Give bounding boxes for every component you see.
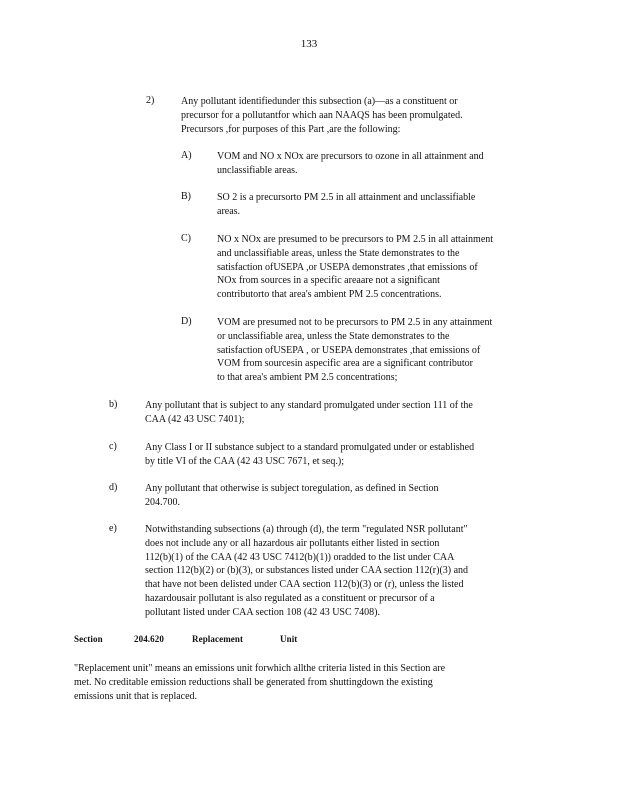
item-d-label: d) xyxy=(109,482,118,493)
line: emissions unit that is replaced. xyxy=(74,690,198,702)
page-number: 133 xyxy=(300,38,318,50)
item-d-text xyxy=(145,482,537,510)
line: VOM are presumed not to be precursors to PM 2.5 in any attainment xyxy=(217,317,493,328)
line: precursor for a pollutantfor which aan NAAQS has been promulgated. xyxy=(181,109,463,121)
sub-c-text xyxy=(217,233,535,302)
item-2-text xyxy=(181,95,508,136)
line: unclassifiable areas. xyxy=(217,164,298,176)
item-e-text xyxy=(145,523,537,620)
line: and unclassifiable areas, unless the State demonstrates to the xyxy=(217,247,460,259)
sub-b-label: B) xyxy=(181,191,191,202)
line: Precursors ,for purposes of this Part ,are the following: xyxy=(181,123,401,135)
section-title-2: Unit xyxy=(280,634,298,644)
line: NO x NOx are presumed to be precursors to PM 2.5 in all attainment xyxy=(217,234,494,245)
line: section 112(b)(2) or (b)(3), or substances listed under CAA section 112(r)(3) and xyxy=(145,565,469,577)
line: areas. xyxy=(217,205,241,217)
line: that have not been delisted under CAA section 112(b)(3) or (r), unless the listed xyxy=(145,579,464,591)
line: met. No creditable emission reductions shall be generated from shuttingdown the existing xyxy=(74,676,433,688)
section-title-1: Replacement xyxy=(192,634,244,644)
line: or unclassifiable area, unless the State demonstrates to the xyxy=(217,330,450,342)
sub-d-text xyxy=(217,316,535,385)
sub-b-text xyxy=(217,191,535,219)
line: VOM from sourcesin aspecific area are a significant contributor xyxy=(217,358,474,370)
item-c-text xyxy=(145,441,537,469)
line: 204.700. xyxy=(145,496,180,508)
sub-a-text xyxy=(217,150,535,178)
definition-paragraph xyxy=(74,662,514,703)
line: hazardousair pollutant is also regulated as a constituent or precursor of a xyxy=(145,592,435,604)
line: NOx from sources in a specific areaare not a significant xyxy=(217,275,440,287)
line: SO 2 is a precursorto PM 2.5 in all attainment and unclassifiable xyxy=(217,192,476,203)
line: CAA (42 43 USC 7401); xyxy=(145,413,245,425)
line: by title VI of the CAA (42 43 USC 7671, et seq.); xyxy=(145,455,344,467)
line: VOM and NO x NOx are precursors to ozone in all attainment and xyxy=(217,151,484,162)
line: Notwithstanding subsections (a) through (d), the term "regulated NSR pollutant" xyxy=(145,524,468,535)
sub-a-label: A) xyxy=(181,150,192,161)
line: satisfaction ofUSEPA ,or USEPA demonstrates ,that emissions of xyxy=(217,261,478,273)
item-b-label: b) xyxy=(109,399,118,410)
item-c-label: c) xyxy=(109,441,117,452)
section-word: Section xyxy=(74,634,103,644)
line: Any pollutant that otherwise is subject toregulation, as defined in Section xyxy=(145,483,439,494)
line: "Replacement unit" means an emissions unit forwhich allthe criteria listed in this Section are xyxy=(74,663,446,674)
line: pollutant listed under CAA section 108 (42 43 USC 7408). xyxy=(145,606,380,618)
section-heading xyxy=(74,634,297,644)
item-b-text xyxy=(145,399,537,427)
line: satisfaction ofUSEPA , or USEPA demonstrates ,that emissions of xyxy=(217,344,481,356)
sub-c-label: C) xyxy=(181,233,191,244)
line: Any pollutant that is subject to any standard promulgated under section 111 of the xyxy=(145,400,473,411)
sub-d-label: D) xyxy=(181,316,192,327)
line: 112(b)(1) of the CAA (42 43 USC 7412(b)(1)) oradded to the list under CAA xyxy=(145,551,455,563)
line: contributorto that area's ambient PM 2.5 concentrations. xyxy=(217,289,442,301)
section-number: 204.620 xyxy=(134,634,164,644)
line: to that area's ambient PM 2.5 concentrations; xyxy=(217,372,398,384)
item-e-label: e) xyxy=(109,523,117,534)
line: does not include any or all hazardous air pollutants either listed in section xyxy=(145,537,440,549)
line: Any pollutant identifiedunder this subsection (a)—as a constituent or xyxy=(181,96,458,107)
item-2-label: 2) xyxy=(146,95,155,106)
line: Any Class I or II substance subject to a standard promulgated under or established xyxy=(145,442,475,453)
